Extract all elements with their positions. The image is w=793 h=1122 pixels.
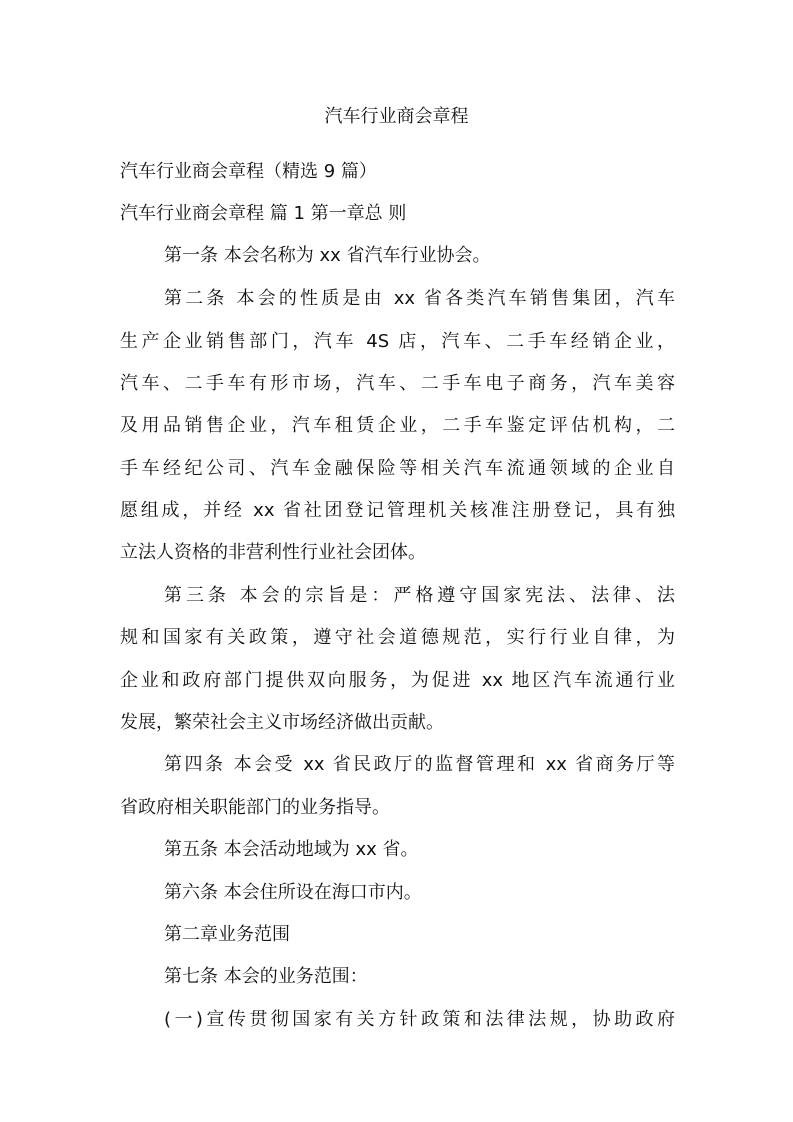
paragraph-line: 生产企业销售部门，汽车 4S 店，汽车、二手车经销企业，	[120, 331, 675, 352]
paragraph-line: 第一条 本会名称为 xx 省汽车行业协会。	[164, 245, 491, 266]
document-subtitle: 汽车行业商会章程（精选 9 篇）	[120, 161, 377, 182]
paragraph-line: 企业和政府部门提供双向服务，为促进 xx 地区汽车流通行业	[120, 670, 675, 691]
paragraph-line: 愿组成，并经 xx 省社团登记管理机关核准注册登记，具有独	[120, 500, 675, 521]
paragraph-line: 第七条 本会的业务范围：	[164, 966, 368, 987]
paragraph-line: 立法人资格的非营利性行业社会团体。	[120, 542, 426, 563]
paragraph-line: 发展，繁荣社会主义市场经济做出贡献。	[120, 712, 444, 733]
paragraph-line: 规和国家有关政策，遵守社会道德规范，实行行业自律，为	[120, 627, 675, 648]
paragraph-line: (一)宣传贯彻国家有关方针政策和法律法规，协助政府	[164, 1009, 675, 1030]
paragraph-line: 及用品销售企业，汽车租赁企业，二手车鉴定评估机构，二	[120, 415, 675, 436]
chapter-heading: 第二章业务范围	[164, 924, 290, 945]
chapter-heading-line: 汽车行业商会章程 篇 1 第一章总 则	[120, 203, 407, 224]
paragraph-line: 第五条 本会活动地域为 xx 省。	[164, 839, 419, 860]
paragraph-line: 省政府相关职能部门的业务指导。	[120, 797, 390, 818]
paragraph-line: 汽车、二手车有形市场，汽车、二手车电子商务，汽车美容	[120, 373, 675, 394]
paragraph-line: 第三条 本会的宗旨是：严格遵守国家宪法、法律、法	[164, 585, 675, 606]
paragraph-line: 第六条 本会住所设在海口市内。	[164, 882, 422, 903]
document-title: 汽车行业商会章程	[324, 106, 469, 127]
paragraph-line: 第四条 本会受 xx 省民政厅的监督管理和 xx 省商务厅等	[164, 754, 675, 775]
paragraph-line: 第二条 本会的性质是由 xx 省各类汽车销售集团，汽车	[164, 288, 675, 309]
paragraph-line: 手车经纪公司、汽车金融保险等相关汽车流通领域的企业自	[120, 458, 675, 479]
